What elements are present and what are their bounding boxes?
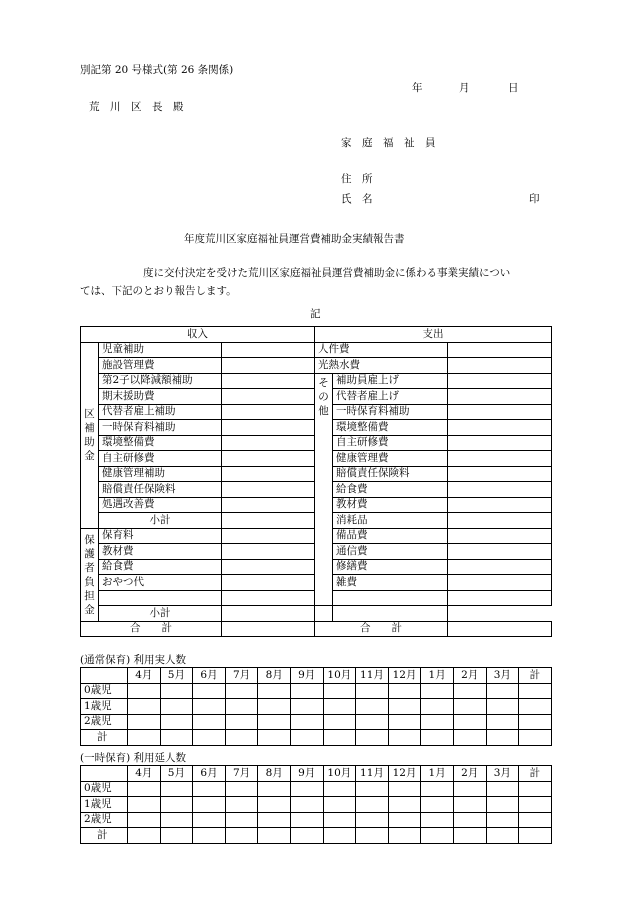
expense-amount-cell[interactable] <box>448 435 552 451</box>
count-cell[interactable] <box>421 730 454 746</box>
expense-amount-cell[interactable] <box>448 590 552 606</box>
count-cell[interactable] <box>160 812 193 828</box>
expense-item: 補助員雇上げ <box>333 373 448 389</box>
count-cell[interactable] <box>258 812 291 828</box>
count-cell[interactable] <box>356 797 389 813</box>
count-cell[interactable] <box>486 781 519 797</box>
expense-amount-cell[interactable] <box>448 544 552 560</box>
income-item: 教材費 <box>99 544 222 560</box>
income-amount-cell[interactable] <box>222 590 315 606</box>
ward-subtotal-cell[interactable] <box>222 513 315 529</box>
month-header: 5月 <box>160 668 193 684</box>
count-cell[interactable] <box>453 781 486 797</box>
expense-item: 通信費 <box>333 544 448 560</box>
count-cell[interactable] <box>225 683 258 699</box>
count-cell[interactable] <box>290 699 323 715</box>
income-item: 児童補助 <box>99 342 222 358</box>
count-cell[interactable] <box>519 828 552 844</box>
expense-amount-cell[interactable] <box>448 358 552 374</box>
ward-subsidy-group-label: 区補助金 <box>81 342 99 528</box>
count-cell[interactable] <box>323 730 356 746</box>
guardian-group-label: 保護者負担金 <box>81 528 99 621</box>
month-header: 8月 <box>258 668 291 684</box>
month-header: 2月 <box>453 668 486 684</box>
expense-amount-cell[interactable] <box>333 606 448 622</box>
count-cell[interactable] <box>290 797 323 813</box>
expense-item: 人件費 <box>315 342 448 358</box>
expense-amount-cell[interactable] <box>448 451 552 467</box>
income-amount-cell[interactable] <box>222 559 315 575</box>
count-cell[interactable] <box>356 683 389 699</box>
income-item: おやつ代 <box>99 575 222 591</box>
count-cell[interactable] <box>128 730 161 746</box>
count-cell[interactable] <box>356 699 389 715</box>
document-title: 年度荒川区家庭福祉員運営費補助金実績報告書 <box>184 233 405 245</box>
count-cell[interactable] <box>128 699 161 715</box>
expense-header: 支出 <box>315 327 552 343</box>
expense-amount-cell[interactable] <box>448 513 552 529</box>
month-header: 7月 <box>225 766 258 782</box>
income-item: 一時保育料補助 <box>99 420 222 436</box>
age-row-label: 2歳児 <box>81 812 128 828</box>
count-cell[interactable] <box>421 699 454 715</box>
month-header: 12月 <box>388 766 421 782</box>
count-cell[interactable] <box>453 797 486 813</box>
month-header: 2月 <box>453 766 486 782</box>
body-text-line1: 度に交付決定を受けた荒川区家庭福祉員運営費補助金に係わる事業実績につい <box>143 267 511 279</box>
expense-item: 備品費 <box>333 528 448 544</box>
other-group-label: その他 <box>315 373 333 606</box>
income-amount-cell[interactable] <box>222 373 315 389</box>
count-cell[interactable] <box>519 699 552 715</box>
count-cell[interactable] <box>519 730 552 746</box>
expense-item: 教材費 <box>333 497 448 513</box>
month-header: 9月 <box>290 766 323 782</box>
count-cell[interactable] <box>421 828 454 844</box>
count-cell[interactable] <box>323 683 356 699</box>
expense-item: 給食費 <box>333 482 448 498</box>
count-cell[interactable] <box>258 828 291 844</box>
income-amount-cell[interactable] <box>222 420 315 436</box>
count-cell[interactable] <box>225 781 258 797</box>
month-header: 6月 <box>193 766 226 782</box>
count-cell[interactable] <box>160 699 193 715</box>
income-item: 給食費 <box>99 559 222 575</box>
count-cell[interactable] <box>128 714 161 730</box>
ki-label: 記 <box>310 308 321 320</box>
month-header: 5月 <box>160 766 193 782</box>
expense-item: 光熱水費 <box>315 358 448 374</box>
count-cell[interactable] <box>388 812 421 828</box>
month-header: 10月 <box>323 766 356 782</box>
corner-cell <box>81 766 128 782</box>
count-cell[interactable] <box>486 797 519 813</box>
count-cell[interactable] <box>290 828 323 844</box>
income-amount-cell[interactable] <box>222 404 315 420</box>
count-cell[interactable] <box>421 714 454 730</box>
income-amount-cell[interactable] <box>222 497 315 513</box>
date-month-label: 月 <box>459 82 470 94</box>
income-item: 保育料 <box>99 528 222 544</box>
expense-amount-cell[interactable] <box>448 497 552 513</box>
count-cell[interactable] <box>356 730 389 746</box>
expense-item: 修繕費 <box>333 559 448 575</box>
count-cell[interactable] <box>421 781 454 797</box>
month-header: 11月 <box>356 766 389 782</box>
count-cell[interactable] <box>519 812 552 828</box>
count-cell[interactable] <box>388 730 421 746</box>
date-year-label: 年 <box>412 82 423 94</box>
count-cell[interactable] <box>323 828 356 844</box>
count-cell[interactable] <box>258 781 291 797</box>
expense-amount-cell[interactable] <box>448 482 552 498</box>
count-cell[interactable] <box>128 812 161 828</box>
count-cell[interactable] <box>388 797 421 813</box>
count-cell[interactable] <box>453 714 486 730</box>
guardian-subtotal-label: 小計 <box>99 606 222 622</box>
age-row-label: 1歳児 <box>81 699 128 715</box>
count-cell[interactable] <box>225 714 258 730</box>
income-amount-cell[interactable] <box>222 544 315 560</box>
count-cell[interactable] <box>323 797 356 813</box>
expense-item: 環境整備費 <box>333 420 448 436</box>
count-cell[interactable] <box>486 730 519 746</box>
income-amount-cell[interactable] <box>222 451 315 467</box>
month-header: 11月 <box>356 668 389 684</box>
count-cell[interactable] <box>421 797 454 813</box>
count-cell[interactable] <box>160 797 193 813</box>
income-amount-cell[interactable] <box>222 389 315 405</box>
count-cell[interactable] <box>193 828 226 844</box>
income-item: 期末援助費 <box>99 389 222 405</box>
month-header: 6月 <box>193 668 226 684</box>
expense-amount-cell[interactable] <box>448 420 552 436</box>
body-text-line2: ては、下記のとおり報告します。 <box>80 285 237 297</box>
expense-amount-cell[interactable] <box>448 404 552 420</box>
expense-item: 消耗品 <box>333 513 448 529</box>
count-cell[interactable] <box>519 781 552 797</box>
month-header: 計 <box>519 766 552 782</box>
income-item: 代替者雇上補助 <box>99 404 222 420</box>
count-cell[interactable] <box>421 683 454 699</box>
count-cell[interactable] <box>356 781 389 797</box>
count-cell[interactable] <box>193 812 226 828</box>
form-number: 別記第 20 号様式(第 26 条関係) <box>80 64 234 76</box>
count-cell[interactable] <box>128 781 161 797</box>
income-item: 第2子以降減額補助 <box>99 373 222 389</box>
month-header: 4月 <box>128 668 161 684</box>
count-cell[interactable] <box>388 781 421 797</box>
count-cell[interactable] <box>225 812 258 828</box>
count-cell[interactable] <box>160 683 193 699</box>
count-cell[interactable] <box>486 699 519 715</box>
count-cell[interactable] <box>356 828 389 844</box>
income-amount-cell[interactable] <box>222 528 315 544</box>
count-cell[interactable] <box>225 828 258 844</box>
count-cell[interactable] <box>258 730 291 746</box>
count-cell[interactable] <box>258 683 291 699</box>
count-cell[interactable] <box>225 730 258 746</box>
count-cell[interactable] <box>193 683 226 699</box>
expense-amount-cell[interactable] <box>448 528 552 544</box>
income-total-cell[interactable] <box>222 621 315 637</box>
count-cell[interactable] <box>290 714 323 730</box>
count-cell[interactable] <box>193 781 226 797</box>
count-cell[interactable] <box>453 812 486 828</box>
income-amount-cell[interactable] <box>222 575 315 591</box>
count-cell[interactable] <box>486 828 519 844</box>
expense-item: 自主研修費 <box>333 435 448 451</box>
count-cell[interactable] <box>323 812 356 828</box>
expense-item: 一時保育料補助 <box>333 404 448 420</box>
count-cell[interactable] <box>388 828 421 844</box>
count-cell[interactable] <box>388 714 421 730</box>
month-header: 7月 <box>225 668 258 684</box>
expense-item: 健康管理費 <box>333 451 448 467</box>
expense-total-label: 合 計 <box>315 621 448 637</box>
count-cell[interactable] <box>323 781 356 797</box>
address-label: 住 所 <box>341 173 373 185</box>
count-cell[interactable] <box>258 797 291 813</box>
age-row-label: 計 <box>81 730 128 746</box>
income-amount-cell[interactable] <box>222 466 315 482</box>
expense-item-blank[interactable] <box>315 606 333 622</box>
count-cell[interactable] <box>356 714 389 730</box>
usage-temporary-table <box>80 765 552 844</box>
count-cell[interactable] <box>225 699 258 715</box>
month-header: 8月 <box>258 766 291 782</box>
count-cell[interactable] <box>290 683 323 699</box>
expense-item: 代替者雇上げ <box>333 389 448 405</box>
month-header: 3月 <box>486 766 519 782</box>
age-row-label: 0歳児 <box>81 683 128 699</box>
count-cell[interactable] <box>323 699 356 715</box>
corner-cell <box>81 668 128 684</box>
month-header: 9月 <box>290 668 323 684</box>
count-cell[interactable] <box>323 714 356 730</box>
guardian-subtotal-cell[interactable] <box>222 606 315 622</box>
expense-amount-cell[interactable] <box>448 389 552 405</box>
expense-total-cell[interactable] <box>448 621 552 637</box>
count-cell[interactable] <box>160 781 193 797</box>
month-header: 計 <box>519 668 552 684</box>
finance-table <box>80 326 552 637</box>
count-cell[interactable] <box>519 797 552 813</box>
income-item: 健康管理補助 <box>99 466 222 482</box>
income-item: 自主研修費 <box>99 451 222 467</box>
month-header: 3月 <box>486 668 519 684</box>
expense-amount-cell[interactable] <box>448 575 552 591</box>
applicant-title: 家 庭 福 祉 員 <box>341 137 436 149</box>
age-row-label: 1歳児 <box>81 797 128 813</box>
count-cell[interactable] <box>258 714 291 730</box>
addressee: 荒 川 区 長 殿 <box>89 101 184 113</box>
count-cell[interactable] <box>453 828 486 844</box>
expense-amount-cell[interactable] <box>448 466 552 482</box>
usage-temporary-title: (一時保育) 利用延人数 <box>80 752 187 764</box>
age-row-label: 0歳児 <box>81 781 128 797</box>
count-cell[interactable] <box>258 699 291 715</box>
income-amount-cell[interactable] <box>222 358 315 374</box>
seal-mark: 印 <box>529 193 540 205</box>
count-cell[interactable] <box>453 699 486 715</box>
count-cell[interactable] <box>486 812 519 828</box>
count-cell[interactable] <box>519 683 552 699</box>
expense-amount-cell[interactable] <box>448 373 552 389</box>
expense-amount-cell[interactable] <box>448 559 552 575</box>
count-cell[interactable] <box>388 683 421 699</box>
usage-regular-title: (通常保育) 利用実人数 <box>80 654 187 666</box>
count-cell[interactable] <box>193 797 226 813</box>
expense-amount-cell[interactable] <box>448 342 552 358</box>
income-item: 環境整備費 <box>99 435 222 451</box>
ward-subtotal-label: 小計 <box>99 513 222 529</box>
count-cell[interactable] <box>356 812 389 828</box>
count-cell[interactable] <box>388 699 421 715</box>
income-header: 収入 <box>81 327 315 343</box>
month-header: 4月 <box>128 766 161 782</box>
income-item-blank[interactable] <box>99 590 222 606</box>
expense-item-blank[interactable] <box>333 590 448 606</box>
count-cell[interactable] <box>421 812 454 828</box>
count-cell[interactable] <box>290 781 323 797</box>
count-cell[interactable] <box>128 683 161 699</box>
income-item: 賠償責任保険料 <box>99 482 222 498</box>
count-cell[interactable] <box>519 714 552 730</box>
count-cell[interactable] <box>453 683 486 699</box>
count-cell[interactable] <box>225 797 258 813</box>
count-cell[interactable] <box>193 714 226 730</box>
count-cell[interactable] <box>290 730 323 746</box>
count-cell[interactable] <box>128 828 161 844</box>
income-amount-cell[interactable] <box>222 482 315 498</box>
date-day-label: 日 <box>508 82 519 94</box>
count-cell[interactable] <box>486 683 519 699</box>
count-cell[interactable] <box>160 730 193 746</box>
expense-item: 雑費 <box>333 575 448 591</box>
age-row-label: 計 <box>81 828 128 844</box>
usage-regular-table <box>80 667 552 746</box>
count-cell[interactable] <box>193 699 226 715</box>
month-header: 1月 <box>421 766 454 782</box>
count-cell[interactable] <box>290 812 323 828</box>
income-item: 施設管理費 <box>99 358 222 374</box>
income-item: 処遇改善費 <box>99 497 222 513</box>
month-header: 12月 <box>388 668 421 684</box>
month-header: 1月 <box>421 668 454 684</box>
expense-item: 賠償責任保険料 <box>333 466 448 482</box>
age-row-label: 2歳児 <box>81 714 128 730</box>
count-cell[interactable] <box>193 730 226 746</box>
count-cell[interactable] <box>128 797 161 813</box>
count-cell[interactable] <box>486 714 519 730</box>
name-label: 氏 名 <box>341 193 373 205</box>
income-amount-cell[interactable] <box>222 435 315 451</box>
count-cell[interactable] <box>160 828 193 844</box>
count-cell[interactable] <box>453 730 486 746</box>
month-header: 10月 <box>323 668 356 684</box>
income-total-label: 合 計 <box>81 621 222 637</box>
income-amount-cell[interactable] <box>222 342 315 358</box>
count-cell[interactable] <box>160 714 193 730</box>
